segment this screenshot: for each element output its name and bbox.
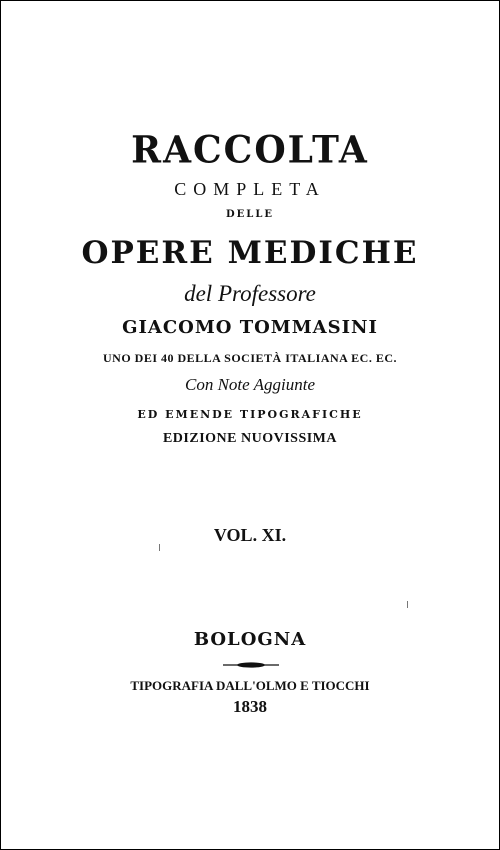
page-speck: [159, 544, 160, 551]
printer-name: TIPOGRAFIA DALL'OLMO E TIOCCHI: [130, 678, 370, 693]
main-title: OPERE MEDICHE: [81, 235, 419, 271]
book-title: RACCOLTA: [131, 127, 369, 173]
title-connector: DELLE: [226, 209, 274, 220]
book-subtitle: COMPLETA: [174, 179, 326, 199]
edition-line: EDIZIONE NUOVISSIMA: [162, 431, 338, 446]
author-name: GIACOMO TOMMASINI: [122, 317, 378, 338]
volume-number: VOL. XI.: [213, 525, 287, 545]
publication-year: 1838: [233, 697, 267, 716]
edition-note: Con Note Aggiunte: [184, 375, 315, 394]
author-society: UNO DEI 40 DELLA SOCIETÀ ITALIANA EC. EC.: [102, 351, 397, 365]
corrections-line: ED EMENDE TIPOGRAFICHE: [137, 408, 363, 421]
ornamental-rule: [221, 660, 281, 670]
page-speck: [407, 601, 408, 608]
publication-city: BOLOGNA: [193, 629, 307, 650]
author-prefix: del Professore: [184, 281, 316, 306]
